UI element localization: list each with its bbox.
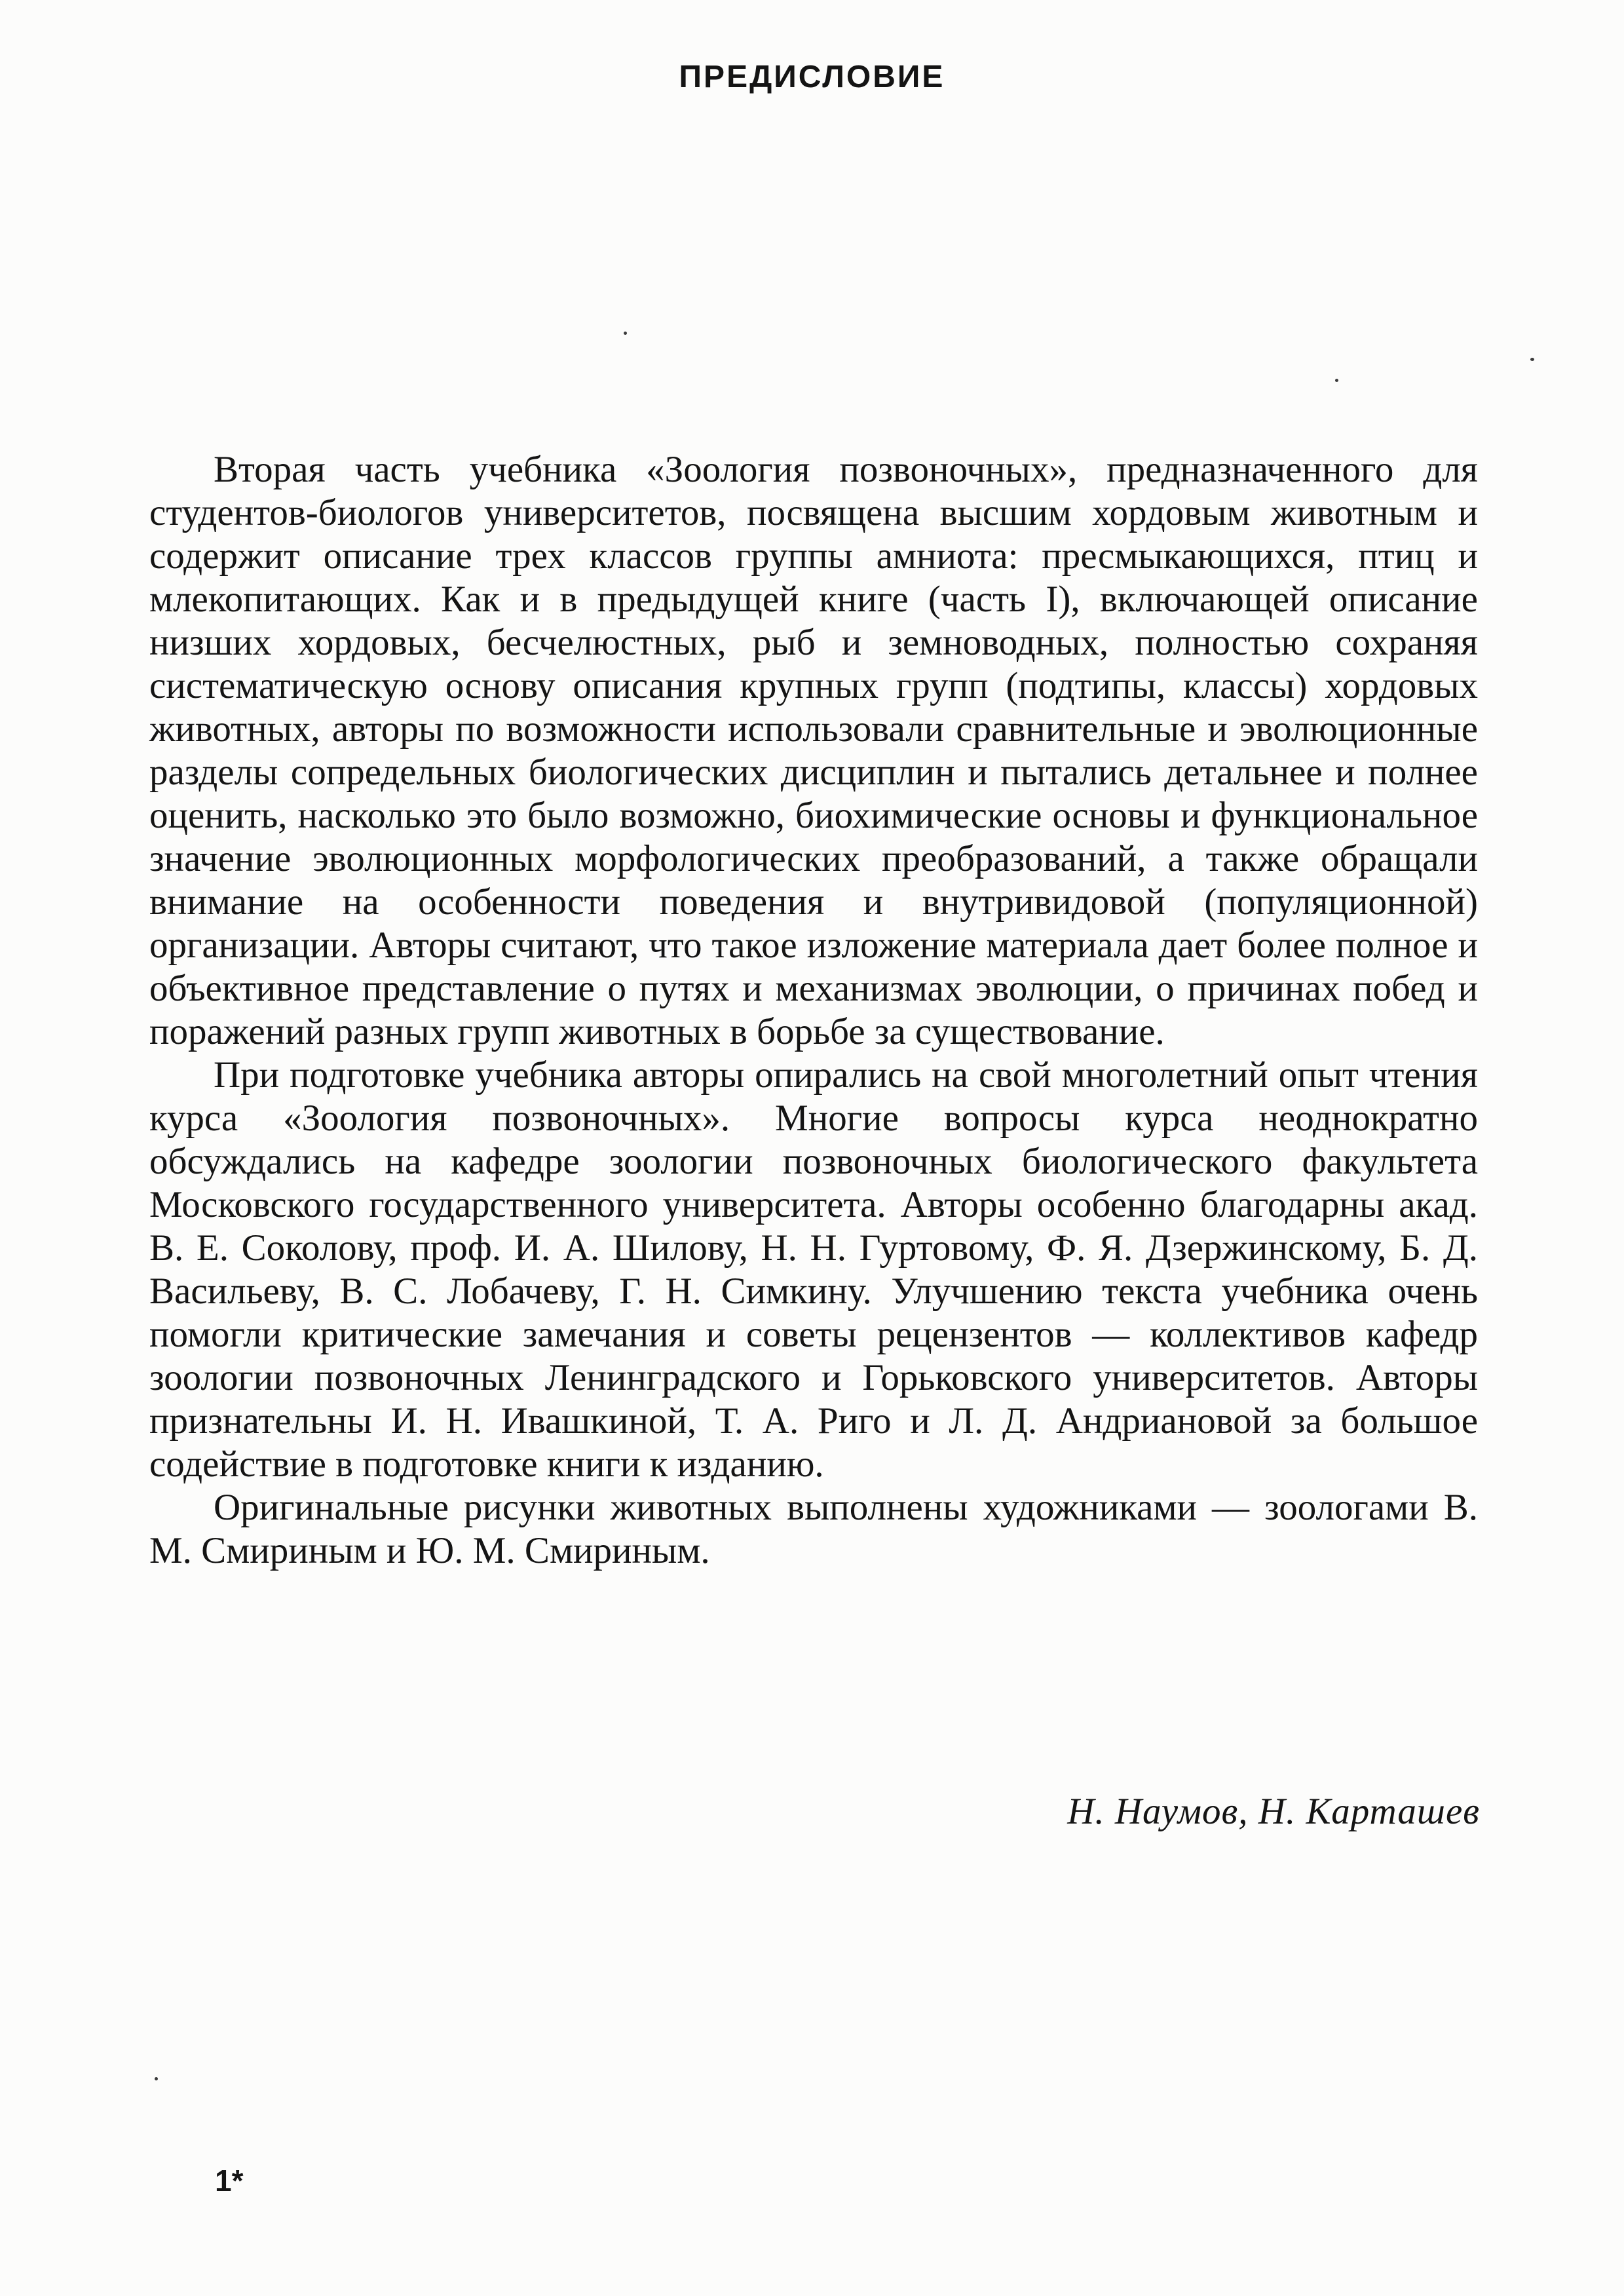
- print-speck: [624, 332, 627, 335]
- print-speck: [155, 2077, 158, 2080]
- paragraph-2: При подготовке учебника авторы опирались на свой многолетний опыт чтения курса «Зоология позвоночных». Многие вопросы курса неоднократно обсуждались на кафедре зоологии позвоночных биологического факультета Московского государственного университета. Авторы особенно благодарны акад. В. Е. Соколову, проф. И. А. Шилову, Н. Н. Гуртовому, Ф. Я. Дзержинскому, Б. Д. Васильеву, В. С. Лобачеву, Г. Н. Симкину. Улучшению текста учебника очень помогли критические замечания и советы рецензентов — коллективов кафедр зоологии позвоночных Ленинградского и Горьковского университетов. Авторы признательны И. Н. Ивашкиной, Т. А. Риго и Л. Д. Андриановой за большое содействие в подготовке книги к изданию.: [149, 1054, 1478, 1485]
- paragraph-1: Вторая часть учебника «Зоология позвоночных», предназначенного для студентов-биологов университетов, посвящена высшим хордовым животным и содержит описание трех классов группы амниота: пресмыкающихся, птиц и млекопитающих. Как и в предыдущей книге (часть I), включающей описание низших хордовых, бесчелюстных, рыб и земноводных, полностью сохраняя систематическую основу описания крупных групп (подтипы, классы) хордовых животных, авторы по возможности использовали сравнительные и эволюционные разделы сопредельных биологических дисциплин и пытались детальнее и полнее оценить, насколько это было возможно, биохимические основы и функциональное значение эволюционных морфологических преобразований, а также обращали внимание на особенности поведения и внутривидовой (популяционной) организации. Авторы считают, что такое изложение материала дает более полное и объективное представление о путях и механизмах эволюции, о причинах побед и поражений разных групп животных в борьбе за существование.: [149, 449, 1478, 1052]
- print-speck: [1335, 379, 1338, 382]
- page-title: ПРЕДИСЛОВИЕ: [679, 60, 945, 94]
- paragraph-3: Оригинальные рисунки животных выполнены художниками — зоологами В. М. Смириным и Ю. М. Смириным.: [149, 1487, 1478, 1571]
- preface-body: [149, 448, 1478, 1573]
- print-speck: [1530, 358, 1534, 361]
- authors-signature: Н. Наумов, Н. Карташев: [1067, 1791, 1480, 1832]
- page-folio: 1*: [215, 2164, 244, 2198]
